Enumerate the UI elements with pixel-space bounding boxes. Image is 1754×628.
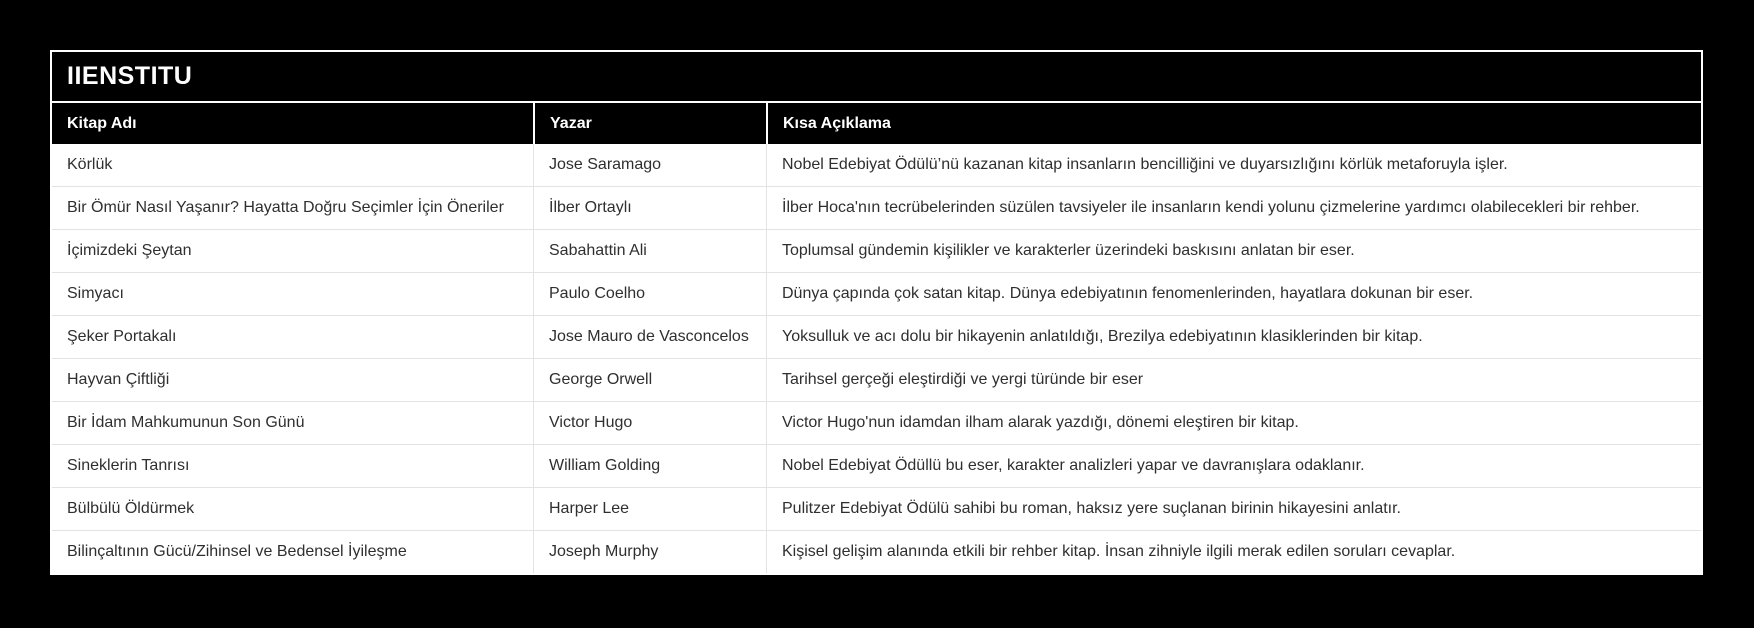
column-header-yazar: Yazar bbox=[533, 103, 766, 144]
book-title-cell: Bilinçaltının Gücü/Zihinsel ve Bedensel İyileşme bbox=[67, 543, 407, 560]
book-title-cell: Simyacı bbox=[67, 285, 124, 302]
author-cell: Joseph Murphy bbox=[533, 531, 766, 573]
table-title: IIENSTITU bbox=[52, 52, 1701, 103]
author-cell: Harper Lee bbox=[533, 488, 766, 530]
book-title-cell: Bir Ömür Nasıl Yaşanır? Hayatta Doğru Seçimler İçin Öneriler bbox=[67, 199, 504, 216]
description-cell: Dünya çapında çok satan kitap. Dünya edebiyatının fenomenlerinden, hayatlara dokunan bir eser. bbox=[766, 273, 1701, 315]
description-cell: Pulitzer Edebiyat Ödülü sahibi bu roman, haksız yere suçlanan birinin hikayesini anlatır. bbox=[766, 488, 1701, 530]
book-title-cell: Bir İdam Mahkumunun Son Günü bbox=[67, 414, 305, 431]
table-row bbox=[52, 358, 1701, 401]
book-title-cell: Körlük bbox=[67, 156, 113, 173]
description-cell: İlber Hoca'nın tecrübelerinden süzülen tavsiyeler ile insanların kendi yolunu çizmelerine yardımcı olabilecekleri bir rehber. bbox=[766, 187, 1701, 229]
description-cell: Nobel Edebiyat Ödülü’nü kazanan kitap insanların bencilliğini ve duyarsızlığını körlük metaforuyla işler. bbox=[766, 144, 1701, 186]
books-table-card bbox=[50, 50, 1703, 575]
table-row bbox=[52, 272, 1701, 315]
author-cell: Victor Hugo bbox=[533, 402, 766, 444]
description-cell: Toplumsal gündemin kişilikler ve karakterler üzerindeki baskısını anlatan bir eser. bbox=[766, 230, 1701, 272]
book-title-cell: Şeker Portakalı bbox=[67, 328, 177, 345]
column-header-kisa-aciklama: Kısa Açıklama bbox=[766, 103, 1701, 144]
book-title-cell: İçimizdeki Şeytan bbox=[67, 242, 192, 259]
book-title-cell: Bülbülü Öldürmek bbox=[67, 500, 195, 517]
author-cell: William Golding bbox=[533, 445, 766, 487]
author-cell: Sabahattin Ali bbox=[533, 230, 766, 272]
description-cell: Tarihsel gerçeği eleştirdiği ve yergi türünde bir eser bbox=[766, 359, 1701, 401]
table-row bbox=[52, 229, 1701, 272]
table-header-row bbox=[52, 103, 1701, 144]
description-cell: Yoksulluk ve acı dolu bir hikayenin anlatıldığı, Brezilya edebiyatının klasiklerinden bir kitap. bbox=[766, 316, 1701, 358]
author-cell: George Orwell bbox=[533, 359, 766, 401]
description-cell: Kişisel gelişim alanında etkili bir rehber kitap. İnsan zihniyle ilgili merak edilen soruları cevaplar. bbox=[766, 531, 1701, 573]
table-row bbox=[52, 144, 1701, 186]
author-cell: Jose Saramago bbox=[533, 144, 766, 186]
table-row bbox=[52, 186, 1701, 229]
table-row bbox=[52, 444, 1701, 487]
table-row bbox=[52, 315, 1701, 358]
description-cell: Nobel Edebiyat Ödüllü bu eser, karakter analizleri yapar ve davranışlara odaklanır. bbox=[766, 445, 1701, 487]
description-cell: Victor Hugo'nun idamdan ilham alarak yazdığı, dönemi eleştiren bir kitap. bbox=[766, 402, 1701, 444]
table-row bbox=[52, 401, 1701, 444]
author-cell: İlber Ortaylı bbox=[533, 187, 766, 229]
author-cell: Paulo Coelho bbox=[533, 273, 766, 315]
author-cell: Jose Mauro de Vasconcelos bbox=[533, 316, 766, 358]
table-row bbox=[52, 487, 1701, 530]
column-header-kitap-adi: Kitap Adı bbox=[67, 114, 137, 132]
table-row bbox=[52, 530, 1701, 573]
book-title-cell: Sineklerin Tanrısı bbox=[67, 457, 190, 474]
book-title-cell: Hayvan Çiftliği bbox=[67, 371, 170, 388]
